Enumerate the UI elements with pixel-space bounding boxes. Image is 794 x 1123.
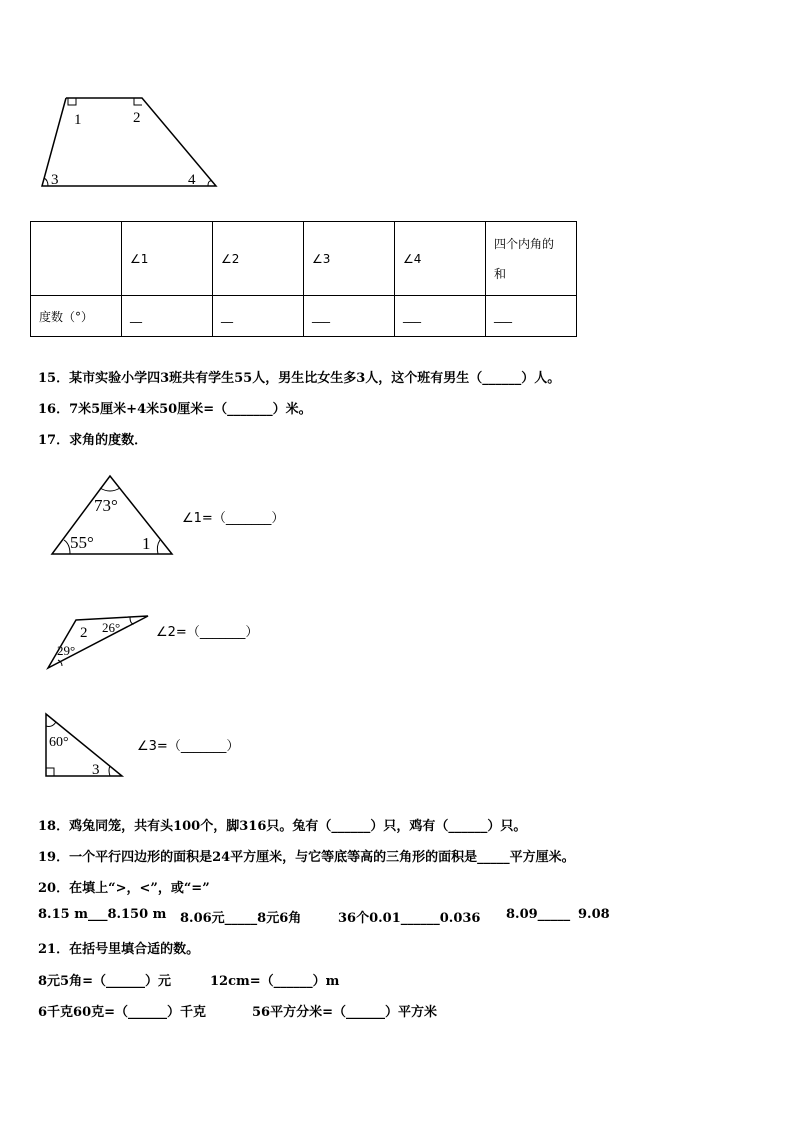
triangle-1-angle-left: 55° bbox=[70, 533, 94, 552]
q20-item-3: 36个0.01______0.036 bbox=[338, 911, 481, 926]
table-blank-2[interactable]: __ bbox=[213, 296, 304, 337]
table-blank-4[interactable]: ___ bbox=[395, 296, 486, 337]
q21-line1-item-2: 12cm=（______）m bbox=[210, 974, 340, 989]
question-20: 20．在填上“>，<”，或“=” bbox=[38, 881, 210, 896]
question-15: 15．某市实验小学四3班共有学生55人，男生比女生多3人，这个班有男生（______）人。 bbox=[38, 371, 561, 386]
question-17: 17．求角的度数． bbox=[38, 433, 148, 448]
triangle-1-figure bbox=[48, 470, 178, 558]
table-header-sum-line1: 四个内角的 bbox=[494, 236, 555, 251]
table-header-angle3: ∠3 bbox=[304, 222, 395, 296]
triangle-1-answer: ∠1=（_______） bbox=[182, 511, 285, 526]
triangle-3-figure bbox=[42, 710, 128, 782]
triangle-3-answer: ∠3=（_______） bbox=[137, 739, 240, 754]
question-19: 19．一个平行四边形的面积是24平方厘米，与它等底等高的三角形的面积是_____平方厘米。 bbox=[38, 850, 575, 865]
trapezoid-label-3: 3 bbox=[51, 172, 59, 188]
triangle-1-angle-right: 1 bbox=[142, 534, 151, 553]
q21-line2-item-2: 56平方分米=（______）平方米 bbox=[252, 1005, 437, 1020]
table-blank-1[interactable]: __ bbox=[122, 296, 213, 337]
q21-line2-item-1: 6千克60克=（______）千克 bbox=[38, 1005, 207, 1020]
table-header-angle2: ∠2 bbox=[213, 222, 304, 296]
question-16: 16．7米5厘米+4米50厘米=（_______）米。 bbox=[38, 402, 312, 417]
table-header-empty bbox=[31, 222, 122, 296]
table-row-label: 度数（°） bbox=[31, 296, 122, 337]
question-18: 18．鸡兔同笼，共有头100个，脚316只。兔有（______）只，鸡有（______）只。 bbox=[38, 819, 527, 834]
triangle-2-angle-left: 29° bbox=[57, 643, 76, 658]
trapezoid-label-1: 1 bbox=[74, 112, 82, 128]
triangle-2-angle-right: 26° bbox=[102, 620, 121, 635]
triangle-2-answer: ∠2=（_______） bbox=[156, 625, 259, 640]
q21-line1-item-1: 8元5角=（______）元 bbox=[38, 974, 171, 989]
triangle-3-angle-right: 3 bbox=[92, 762, 100, 778]
q20-item-2: 8.06元_____8元6角 bbox=[180, 911, 302, 926]
table-header-sum bbox=[486, 222, 577, 296]
trapezoid-figure bbox=[36, 92, 222, 192]
angle-table bbox=[30, 221, 577, 337]
triangle-2-figure bbox=[44, 612, 152, 672]
triangle-2-angle-top: 2 bbox=[80, 625, 88, 641]
trapezoid-label-4: 4 bbox=[188, 172, 196, 188]
table-header-angle1: ∠1 bbox=[122, 222, 213, 296]
triangle-3-angle-top: 60° bbox=[49, 735, 69, 750]
triangle-1-angle-top: 73° bbox=[94, 496, 118, 515]
q20-item-1: 8.15 m___8.150 m bbox=[38, 907, 167, 922]
table-blank-sum[interactable]: ___ bbox=[486, 296, 577, 337]
q20-item-5: 9.08 bbox=[578, 907, 610, 922]
table-header-sum-line2: 和 bbox=[494, 266, 507, 281]
table-blank-3[interactable]: ___ bbox=[304, 296, 395, 337]
question-21: 21．在括号里填合适的数。 bbox=[38, 942, 200, 957]
table-header-angle4: ∠4 bbox=[395, 222, 486, 296]
trapezoid-label-2: 2 bbox=[133, 110, 141, 126]
q20-item-4: 8.09_____ bbox=[506, 907, 571, 922]
